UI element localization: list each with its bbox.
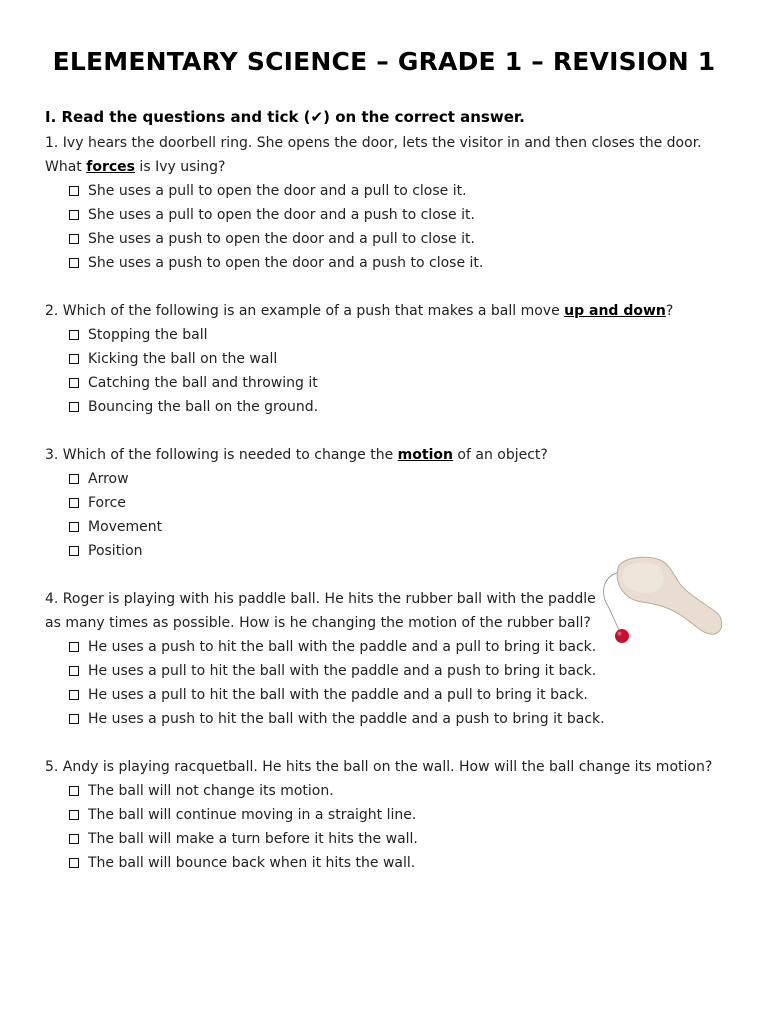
question-2-option-b[interactable] [69,347,735,371]
checkbox[interactable] [69,858,79,868]
question-1-keyword: forces [86,159,135,175]
question-2 [45,299,735,419]
option-label: She uses a push to open the door and a push to close it. [88,255,484,271]
question-3-keyword: motion [397,447,453,463]
checkbox[interactable] [69,234,79,244]
option-label: She uses a pull to open the door and a pull to close it. [88,183,467,199]
checkbox[interactable] [69,834,79,844]
question-1-option-c[interactable] [69,227,735,251]
question-3-stem-text-end: of an object? [452,447,548,463]
checkbox[interactable] [69,378,79,388]
checkbox[interactable] [69,186,79,196]
option-label: The ball will make a turn before it hits the wall. [88,831,418,847]
option-label: The ball will not change its motion. [88,783,334,799]
option-label: Movement [88,519,163,535]
question-2-stem-text-end: ? [665,303,674,319]
instructions [45,108,525,126]
option-label: He uses a push to hit the ball with the paddle and a push to bring it back. [88,711,605,727]
checkbox[interactable] [69,474,79,484]
question-5-option-d[interactable] [69,851,735,875]
instructions-text-start: I. Read the questions and tick ( [45,108,311,126]
checkbox[interactable] [69,258,79,268]
question-4-option-d[interactable] [69,707,735,731]
question-5 [45,755,735,875]
question-2-option-a[interactable] [69,323,735,347]
question-4-option-c[interactable] [69,683,735,707]
question-2-option-c[interactable] [69,371,735,395]
checkbox[interactable] [69,642,79,652]
question-4-stem-line-1: 4. Roger is playing with his paddle ball. He hits the rubber ball with the paddle [45,591,596,607]
question-1-option-d[interactable] [69,251,735,275]
question-3-stem [45,443,735,467]
question-1-stem-text: What [45,159,87,175]
option-label: Catching the ball and throwing it [88,375,318,391]
checkbox[interactable] [69,714,79,724]
option-label: He uses a pull to hit the ball with the paddle and a pull to bring it back. [88,687,588,703]
checkbox[interactable] [69,402,79,412]
question-1 [45,131,735,275]
option-label: Kicking the ball on the wall [88,351,278,367]
checkbox[interactable] [69,210,79,220]
question-list [45,131,735,899]
question-3-option-c[interactable] [69,515,735,539]
option-label: He uses a pull to hit the ball with the paddle and a push to bring it back. [88,663,597,679]
question-5-option-c[interactable] [69,827,735,851]
question-1-option-b[interactable] [69,203,735,227]
option-label: Force [88,495,126,511]
question-1-stem-line-1: 1. Ivy hears the doorbell ring. She opens the door, lets the visitor in and then closes the door. [45,135,702,151]
question-4-stem-line-2: as many times as possible. How is he changing the motion of the rubber ball? [45,615,591,631]
question-5-option-a[interactable] [69,779,735,803]
question-2-stem [45,299,735,323]
option-label: Position [88,543,143,559]
checkbox[interactable] [69,786,79,796]
question-2-stem-text: 2. Which of the following is an example of a push that makes a ball move [45,303,565,319]
checkbox[interactable] [69,546,79,556]
option-label: He uses a push to hit the ball with the paddle and a pull to bring it back. [88,639,597,655]
question-3-option-a[interactable] [69,467,735,491]
checkbox[interactable] [69,354,79,364]
option-label: Stopping the ball [88,327,208,343]
option-label: She uses a push to open the door and a pull to close it. [88,231,475,247]
question-3-option-b[interactable] [69,491,735,515]
rubber-ball [615,629,629,643]
option-label: Bouncing the ball on the ground. [88,399,319,415]
instructions-text-end: ) on the correct answer. [323,108,525,126]
question-5-option-b[interactable] [69,803,735,827]
question-2-option-d[interactable] [69,395,735,419]
question-3-stem-text: 3. Which of the following is needed to change the [45,447,398,463]
worksheet-title: ELEMENTARY SCIENCE – GRADE 1 – REVISION 1 [52,47,716,76]
question-2-keyword: up and down [564,303,666,319]
checkbox[interactable] [69,330,79,340]
question-3 [45,443,735,563]
checkbox[interactable] [69,690,79,700]
option-label: She uses a pull to open the door and a push to close it. [88,207,475,223]
question-1-stem-text-end: is Ivy using? [134,159,226,175]
checkbox[interactable] [69,666,79,676]
checkbox[interactable] [69,522,79,532]
checkbox[interactable] [69,810,79,820]
option-label: The ball will bounce back when it hits the wall. [88,855,416,871]
question-1-stem-line-2 [45,155,735,179]
paddle-ball-image [598,554,726,648]
option-label: Arrow [88,471,129,487]
question-5-stem: 5. Andy is playing racquetball. He hits the ball on the wall. How will the ball change its motion? [45,759,713,775]
question-1-option-a[interactable] [69,179,735,203]
checkmark-icon: ✔ [310,108,324,126]
question-4-option-b[interactable] [69,659,735,683]
option-label: The ball will continue moving in a straight line. [88,807,417,823]
checkbox[interactable] [69,498,79,508]
